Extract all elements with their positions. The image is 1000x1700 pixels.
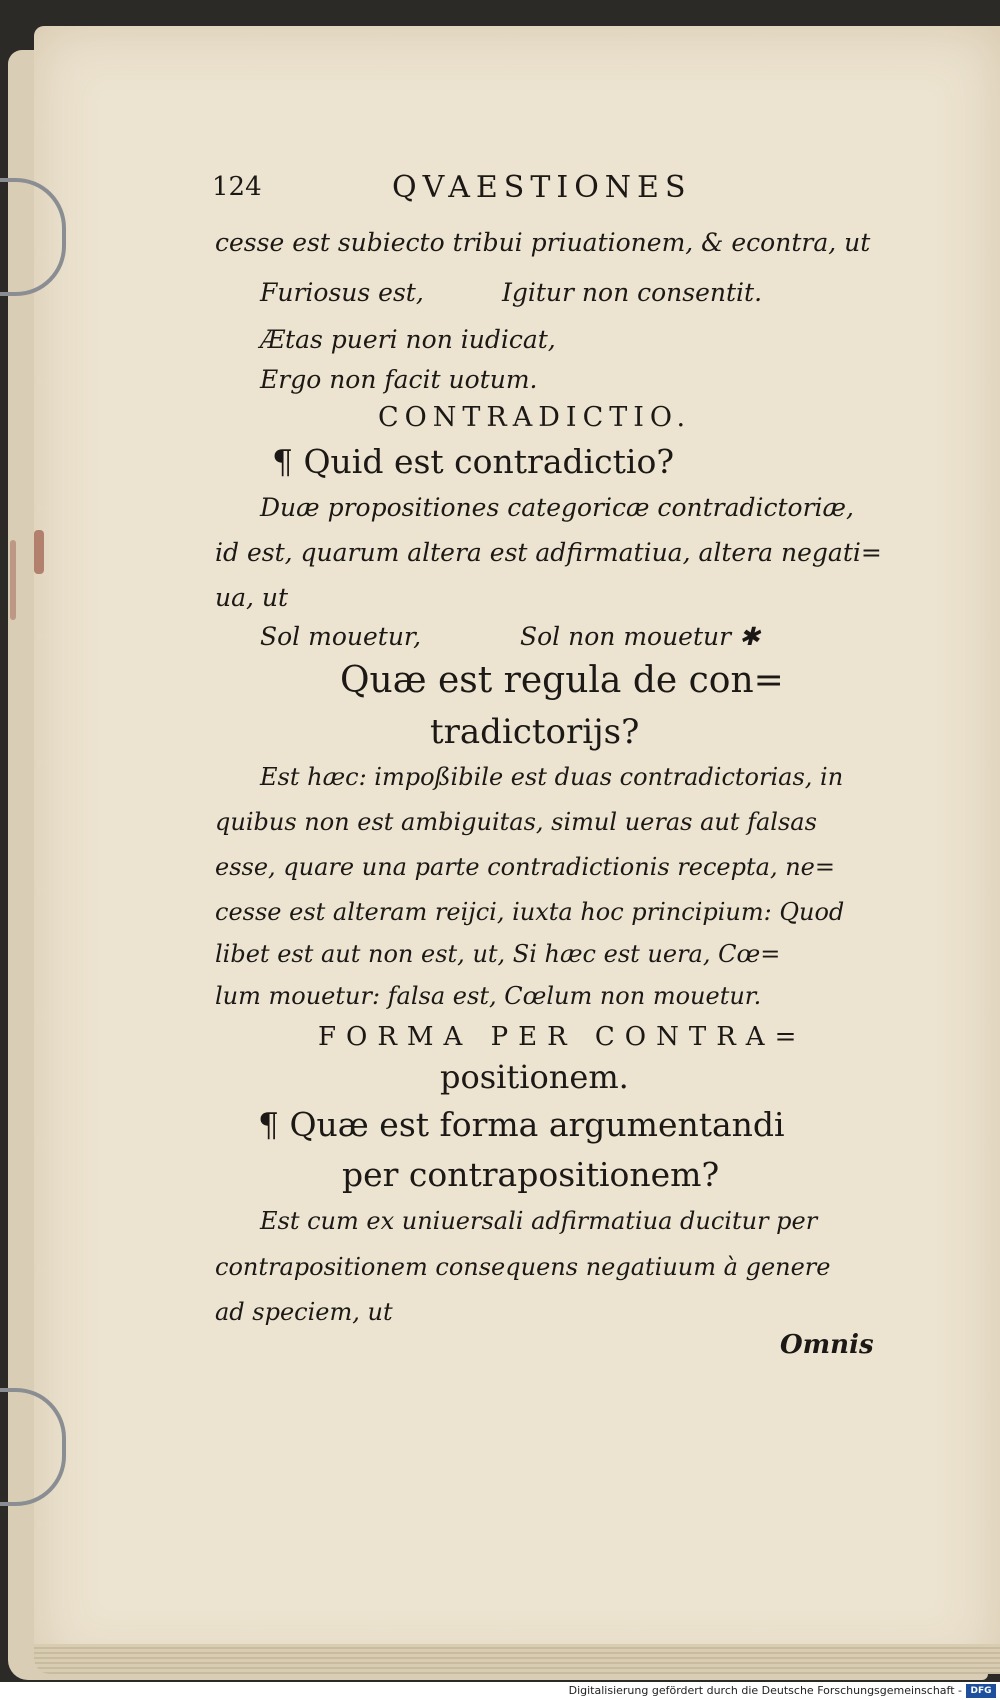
text-line: Furiosus est, (260, 278, 424, 307)
question-heading: ¶ Quæ est forma argumentandi (258, 1105, 785, 1144)
running-head: QVAESTIONES (392, 170, 692, 205)
question-heading: ¶ Quid est contradictio? (272, 442, 675, 481)
text-line: esse, quare una parte contradictionis recepta, ne= (215, 853, 835, 881)
text-line: ua, ut (215, 583, 289, 612)
question-heading: per contrapositionem? (342, 1155, 720, 1194)
text-line: lum mouetur: falsa est, Cœlum non mouetur. (215, 982, 762, 1010)
text-line: Igitur non consentit. (502, 278, 763, 307)
footer-credit: Digitalisierung gefördert durch die Deutsche Forschungsgemeinschaft - (568, 1684, 962, 1697)
text-line: cesse est subiecto tribui priuationem, & econtra, ut (215, 228, 871, 257)
text-line: id est, quarum altera est adfirmatiua, altera negati= (215, 538, 882, 567)
text-line: Duæ propositiones categoricæ contradictoriæ, (260, 493, 854, 522)
text-line: Ætas pueri non iudicat, (260, 325, 556, 354)
text-line: Sol mouetur, (260, 622, 422, 651)
text-line: libet est aut non est, ut, Si hæc est uera, Cœ= (215, 940, 781, 968)
text-line: Ergo non facit uotum. (260, 365, 538, 394)
section-heading: positionem. (440, 1058, 629, 1096)
text-line: Est hæc: impoßibile est duas contradictorias, in (260, 763, 844, 791)
text-line: ad speciem, ut (215, 1298, 393, 1326)
text-line: cesse est alteram reijci, iuxta hoc principium: Quod (215, 898, 845, 926)
section-heading: FORMA PER CONTRA= (318, 1022, 807, 1052)
text-line: Est cum ex uniuersali adfirmatiua ducitur per (260, 1207, 818, 1235)
question-heading: tradictorijs? (430, 712, 640, 752)
section-heading: CONTRADICTIO. (378, 402, 692, 433)
page-number: 124 (212, 172, 262, 202)
dfg-logo: DFG (966, 1684, 996, 1698)
text-line: contrapositionem consequens negatiuum à genere (215, 1253, 831, 1281)
question-heading: Quæ est regula de con= (340, 660, 784, 701)
text-line: quibus non est ambiguitas, simul ueras aut falsas (215, 808, 817, 836)
catchword: Omnis (780, 1330, 874, 1360)
text-line: Sol non mouetur ✱ (520, 622, 760, 651)
footer-bar (0, 1682, 1000, 1700)
